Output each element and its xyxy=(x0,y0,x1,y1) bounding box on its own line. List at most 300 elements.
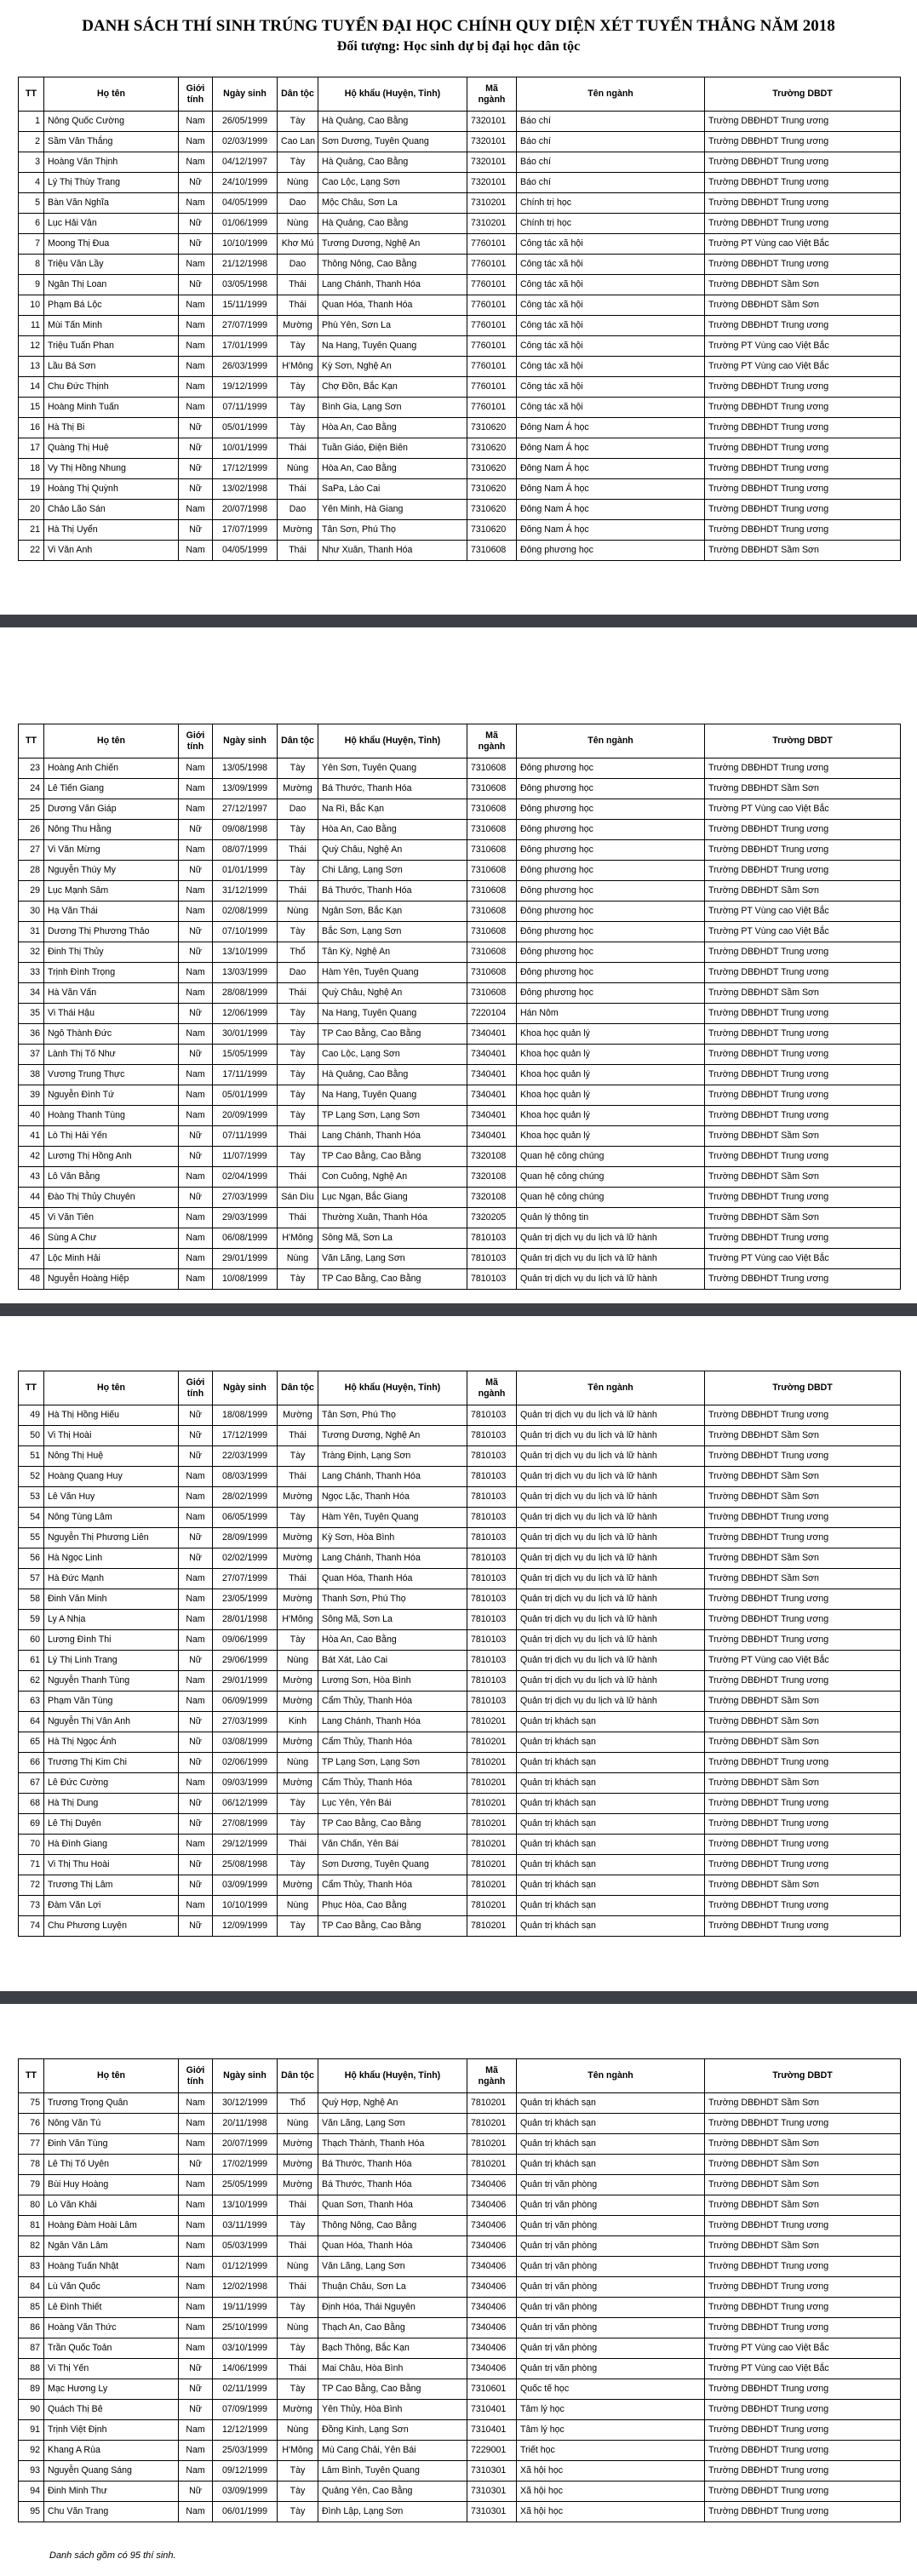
col-ho-khau-cell: Mai Châu, Hòa Bình xyxy=(318,2359,467,2379)
table-row xyxy=(19,1167,901,1188)
col-ngay-sinh-cell: 03/10/1999 xyxy=(213,2338,278,2359)
col-gioi-tinh-cell: Nữ xyxy=(179,1426,213,1446)
col-dan-toc-cell: Tày xyxy=(278,1269,318,1290)
col-ten-nganh-cell: Quản trị dịch vụ du lịch và lữ hành xyxy=(517,1446,705,1467)
col-tt-cell: 92 xyxy=(19,2441,44,2461)
col-gioi-tinh-cell: Nam xyxy=(179,193,213,214)
col-dan-toc-cell: Tày xyxy=(278,1630,318,1651)
col-gioi-tinh-cell: Nam xyxy=(179,377,213,398)
col-ho-ten-cell: Vi Văn Anh xyxy=(44,541,179,561)
table-row xyxy=(19,1045,901,1065)
col-gioi-tinh-cell: Nam xyxy=(179,1896,213,1916)
col-ma-nganh-cell: 7810201 xyxy=(467,1732,517,1753)
table-row xyxy=(19,336,901,357)
col-truong-cell: Trường DBĐHDT Trung ương xyxy=(705,1671,901,1692)
col-ho-ten-cell: Hoàng Quang Huy xyxy=(44,1467,179,1487)
col-ma-nganh-cell: 7310608 xyxy=(467,799,517,820)
table-row xyxy=(19,1508,901,1528)
col-ma-nganh-cell: 7760101 xyxy=(467,336,517,357)
col-truong-cell: Trường DBĐHDT Trung ương xyxy=(705,255,901,275)
col-dan-toc-cell: Tày xyxy=(278,2482,318,2502)
table-row xyxy=(19,2318,901,2338)
col-ho-ten-cell: Lê Đức Cường xyxy=(44,1773,179,1794)
col-dan-toc-cell: Khơ Mú xyxy=(278,234,318,255)
col-dan-toc-cell: Thái xyxy=(278,1208,318,1228)
table-row xyxy=(19,1106,901,1126)
col-ngay-sinh-cell: 03/08/1999 xyxy=(213,1732,278,1753)
col-tt-cell: 9 xyxy=(19,275,44,295)
header-col-ho-khau: Hộ khẩu (Huyện, Tỉnh) xyxy=(318,2059,467,2093)
col-ho-ten-cell: Vi Thị Yến xyxy=(44,2359,179,2379)
col-tt-cell: 65 xyxy=(19,1732,44,1753)
col-tt-cell: 84 xyxy=(19,2277,44,2298)
col-tt-cell: 21 xyxy=(19,520,44,541)
col-truong-cell: Trường DBĐHDT Trung ương xyxy=(705,479,901,500)
col-ten-nganh-cell: Công tác xã hội xyxy=(517,377,705,398)
col-gioi-tinh-cell: Nữ xyxy=(179,2379,213,2400)
col-ma-nganh-cell: 7760101 xyxy=(467,255,517,275)
col-ngay-sinh-cell: 17/12/1999 xyxy=(213,1426,278,1446)
col-ho-khau-cell: Văn Chấn, Yên Bái xyxy=(318,1835,467,1855)
col-ho-ten-cell: Đinh Thị Thủy xyxy=(44,942,179,963)
col-dan-toc-cell: Nùng xyxy=(278,2114,318,2134)
col-ngay-sinh-cell: 04/05/1999 xyxy=(213,193,278,214)
col-gioi-tinh-cell: Nam xyxy=(179,1269,213,1290)
col-ten-nganh-cell: Đông Nam Á học xyxy=(517,459,705,479)
col-truong-cell: Trường DBĐHDT Trung ương xyxy=(705,1528,901,1548)
col-ho-ten-cell: Hoàng Văn Thức xyxy=(44,2318,179,2338)
col-ho-khau-cell: Lương Sơn, Hòa Bình xyxy=(318,1671,467,1692)
table-row xyxy=(19,2195,901,2216)
col-gioi-tinh-cell: Nữ xyxy=(179,275,213,295)
table-row xyxy=(19,2114,901,2134)
col-ten-nganh-cell: Quản trị văn phòng xyxy=(517,2338,705,2359)
col-gioi-tinh-cell: Nam xyxy=(179,2175,213,2195)
col-gioi-tinh-cell: Nam xyxy=(179,1508,213,1528)
col-tt-cell: 78 xyxy=(19,2155,44,2175)
col-ho-khau-cell: Như Xuân, Thanh Hóa xyxy=(318,541,467,561)
col-gioi-tinh-cell: Nam xyxy=(179,2502,213,2522)
col-tt-cell: 86 xyxy=(19,2318,44,2338)
col-gioi-tinh-cell: Nam xyxy=(179,1085,213,1106)
table-row xyxy=(19,1753,901,1773)
col-ten-nganh-cell: Đông phương học xyxy=(517,840,705,861)
col-gioi-tinh-cell: Nữ xyxy=(179,1045,213,1065)
table-row xyxy=(19,173,901,193)
table-row xyxy=(19,942,901,963)
col-ngay-sinh-cell: 05/03/1999 xyxy=(213,2236,278,2257)
col-ho-ten-cell: Nguyễn Đình Tứ xyxy=(44,1085,179,1106)
col-ngay-sinh-cell: 29/01/1999 xyxy=(213,1249,278,1269)
table-row xyxy=(19,799,901,820)
col-ngay-sinh-cell: 17/11/1999 xyxy=(213,1065,278,1085)
table-row xyxy=(19,1228,901,1249)
col-ten-nganh-cell: Khoa học quản lý xyxy=(517,1106,705,1126)
col-truong-cell: Trường DBĐHDT Sầm Sơn xyxy=(705,2195,901,2216)
col-ngay-sinh-cell: 28/09/1999 xyxy=(213,1528,278,1548)
col-ngay-sinh-cell: 25/03/1999 xyxy=(213,2441,278,2461)
col-tt-cell: 5 xyxy=(19,193,44,214)
col-ten-nganh-cell: Xã hội học xyxy=(517,2502,705,2522)
col-ten-nganh-cell: Quản trị dịch vụ du lịch và lữ hành xyxy=(517,1508,705,1528)
col-tt-cell: 73 xyxy=(19,1896,44,1916)
col-tt-cell: 31 xyxy=(19,922,44,942)
col-ma-nganh-cell: 7340406 xyxy=(467,2359,517,2379)
col-dan-toc-cell: Dao xyxy=(278,963,318,983)
col-ngay-sinh-cell: 03/09/1999 xyxy=(213,2482,278,2502)
header-col-tt: TT xyxy=(19,724,44,758)
col-ma-nganh-cell: 7760101 xyxy=(467,234,517,255)
col-ngay-sinh-cell: 06/05/1999 xyxy=(213,1508,278,1528)
header-col-dan-toc: Dân tộc xyxy=(278,724,318,758)
col-ten-nganh-cell: Quản trị dịch vụ du lịch và lữ hành xyxy=(517,1487,705,1508)
col-dan-toc-cell: Thái xyxy=(278,2195,318,2216)
col-gioi-tinh-cell: Nam xyxy=(179,758,213,779)
col-ngay-sinh-cell: 25/05/1999 xyxy=(213,2175,278,2195)
col-ten-nganh-cell: Xã hội học xyxy=(517,2482,705,2502)
col-gioi-tinh-cell: Nữ xyxy=(179,1548,213,1569)
col-tt-cell: 40 xyxy=(19,1106,44,1126)
col-ngay-sinh-cell: 24/10/1999 xyxy=(213,173,278,193)
col-tt-cell: 80 xyxy=(19,2195,44,2216)
col-ngay-sinh-cell: 08/07/1999 xyxy=(213,840,278,861)
col-ten-nganh-cell: Quản trị văn phòng xyxy=(517,2318,705,2338)
col-ho-khau-cell: Bá Thước, Thanh Hóa xyxy=(318,2175,467,2195)
col-dan-toc-cell: Tày xyxy=(278,2461,318,2482)
table-row xyxy=(19,1712,901,1732)
col-ma-nganh-cell: 7810103 xyxy=(467,1426,517,1446)
col-tt-cell: 76 xyxy=(19,2114,44,2134)
col-ten-nganh-cell: Quản trị văn phòng xyxy=(517,2175,705,2195)
col-tt-cell: 70 xyxy=(19,1835,44,1855)
col-truong-cell: Trường DBĐHDT Trung ương xyxy=(705,840,901,861)
col-dan-toc-cell: Dao xyxy=(278,500,318,520)
table-row xyxy=(19,418,901,438)
col-ten-nganh-cell: Chính trị học xyxy=(517,214,705,234)
col-truong-cell: Trường DBĐHDT Trung ương xyxy=(705,2216,901,2236)
col-truong-cell: Trường DBĐHDT Trung ương xyxy=(705,193,901,214)
col-ma-nganh-cell: 7310608 xyxy=(467,963,517,983)
col-ten-nganh-cell: Đông phương học xyxy=(517,799,705,820)
col-tt-cell: 38 xyxy=(19,1065,44,1085)
col-ngay-sinh-cell: 25/10/1999 xyxy=(213,2318,278,2338)
col-gioi-tinh-cell: Nữ xyxy=(179,1004,213,1024)
col-truong-cell: Trường DBĐHDT Trung ương xyxy=(705,1085,901,1106)
col-dan-toc-cell: Tày xyxy=(278,1446,318,1467)
col-ngay-sinh-cell: 20/07/1999 xyxy=(213,2134,278,2155)
page-separator xyxy=(0,1991,917,2004)
col-gioi-tinh-cell: Nam xyxy=(179,1208,213,1228)
col-ho-khau-cell: Thạch An, Cao Bằng xyxy=(318,2318,467,2338)
col-dan-toc-cell: Nùng xyxy=(278,459,318,479)
table-row xyxy=(19,357,901,377)
header-col-dan-toc: Dân tộc xyxy=(278,2059,318,2093)
col-ten-nganh-cell: Triết học xyxy=(517,2441,705,2461)
col-ten-nganh-cell: Quản trị khách sạn xyxy=(517,2093,705,2114)
col-dan-toc-cell: H'Mông xyxy=(278,1228,318,1249)
col-ho-khau-cell: Đồng Kinh, Lạng Sơn xyxy=(318,2420,467,2441)
col-tt-cell: 68 xyxy=(19,1794,44,1814)
col-ngay-sinh-cell: 05/01/1999 xyxy=(213,1085,278,1106)
col-gioi-tinh-cell: Nam xyxy=(179,132,213,152)
col-dan-toc-cell: Mường xyxy=(278,1487,318,1508)
col-gioi-tinh-cell: Nam xyxy=(179,902,213,922)
col-ho-ten-cell: Nông Quốc Cường xyxy=(44,112,179,132)
table-row xyxy=(19,861,901,881)
col-ma-nganh-cell: 7310301 xyxy=(467,2482,517,2502)
col-ho-ten-cell: Lê Tiến Giang xyxy=(44,779,179,799)
col-ten-nganh-cell: Quản trị dịch vụ du lịch và lữ hành xyxy=(517,1528,705,1548)
col-dan-toc-cell: Mường xyxy=(278,316,318,336)
col-ma-nganh-cell: 7340406 xyxy=(467,2257,517,2277)
col-ho-ten-cell: Triệu Văn Lầy xyxy=(44,255,179,275)
col-gioi-tinh-cell: Nam xyxy=(179,1773,213,1794)
col-truong-cell: Trường PT Vùng cao Việt Bắc xyxy=(705,799,901,820)
col-ho-ten-cell: Hoàng Anh Chiến xyxy=(44,758,179,779)
col-gioi-tinh-cell: Nam xyxy=(179,255,213,275)
col-ten-nganh-cell: Đông phương học xyxy=(517,861,705,881)
col-ma-nganh-cell: 7320108 xyxy=(467,1188,517,1208)
col-ho-ten-cell: Mạc Hương Ly xyxy=(44,2379,179,2400)
col-ten-nganh-cell: Khoa học quản lý xyxy=(517,1126,705,1147)
col-ma-nganh-cell: 7810103 xyxy=(467,1269,517,1290)
col-ho-ten-cell: Nguyễn Hoàng Hiệp xyxy=(44,1269,179,1290)
col-tt-cell: 39 xyxy=(19,1085,44,1106)
col-dan-toc-cell: Mường xyxy=(278,779,318,799)
col-dan-toc-cell: Mường xyxy=(278,1875,318,1896)
col-ten-nganh-cell: Tâm lý học xyxy=(517,2400,705,2420)
col-gioi-tinh-cell: Nữ xyxy=(179,1753,213,1773)
col-gioi-tinh-cell: Nữ xyxy=(179,173,213,193)
col-truong-cell: Trường DBĐHDT Sầm Sơn xyxy=(705,1773,901,1794)
table-row xyxy=(19,2134,901,2155)
col-ma-nganh-cell: 7310608 xyxy=(467,541,517,561)
col-gioi-tinh-cell: Nam xyxy=(179,1569,213,1589)
col-tt-cell: 20 xyxy=(19,500,44,520)
table-row xyxy=(19,2093,901,2114)
col-tt-cell: 82 xyxy=(19,2236,44,2257)
col-ngay-sinh-cell: 30/12/1999 xyxy=(213,2093,278,2114)
col-ho-khau-cell: Thạch Thành, Thanh Hóa xyxy=(318,2134,467,2155)
col-ho-khau-cell: Tân Kỳ, Nghệ An xyxy=(318,942,467,963)
col-ho-ten-cell: Moong Thị Đua xyxy=(44,234,179,255)
table-row xyxy=(19,214,901,234)
col-ho-khau-cell: Quỳ Hợp, Nghệ An xyxy=(318,2093,467,2114)
col-ma-nganh-cell: 7310401 xyxy=(467,2400,517,2420)
col-dan-toc-cell: H'Mông xyxy=(278,2441,318,2461)
col-gioi-tinh-cell: Nam xyxy=(179,779,213,799)
col-ten-nganh-cell: Xã hội học xyxy=(517,2461,705,2482)
col-ngay-sinh-cell: 12/02/1998 xyxy=(213,2277,278,2298)
col-tt-cell: 85 xyxy=(19,2298,44,2318)
header-col-ho-khau: Hộ khẩu (Huyện, Tỉnh) xyxy=(318,1371,467,1405)
col-ho-ten-cell: Phạm Bá Lộc xyxy=(44,295,179,316)
col-truong-cell: Trường DBĐHDT Trung ương xyxy=(705,1065,901,1085)
col-tt-cell: 62 xyxy=(19,1671,44,1692)
col-ma-nganh-cell: 7810201 xyxy=(467,1855,517,1875)
col-ho-ten-cell: Sầm Văn Thắng xyxy=(44,132,179,152)
col-tt-cell: 8 xyxy=(19,255,44,275)
col-truong-cell: Trường DBĐHDT Trung ương xyxy=(705,112,901,132)
col-ten-nganh-cell: Khoa học quản lý xyxy=(517,1085,705,1106)
col-ma-nganh-cell: 7810103 xyxy=(467,1610,517,1630)
header-col-gioi-tinh: Giới tính xyxy=(179,724,213,758)
col-dan-toc-cell: Tày xyxy=(278,1085,318,1106)
col-ma-nganh-cell: 7310608 xyxy=(467,758,517,779)
col-gioi-tinh-cell: Nữ xyxy=(179,1875,213,1896)
col-ho-ten-cell: Hà Văn Vấn xyxy=(44,983,179,1004)
col-ho-khau-cell: Hàm Yên, Tuyên Quang xyxy=(318,1508,467,1528)
col-dan-toc-cell: Tày xyxy=(278,2338,318,2359)
col-ngay-sinh-cell: 06/12/1999 xyxy=(213,1794,278,1814)
col-ma-nganh-cell: 7310608 xyxy=(467,942,517,963)
col-gioi-tinh-cell: Nam xyxy=(179,2216,213,2236)
col-ho-ten-cell: Trương Thị Lâm xyxy=(44,1875,179,1896)
header-col-ma-nganh: Mã ngành xyxy=(467,1371,517,1405)
col-ho-khau-cell: Hà Quảng, Cao Bằng xyxy=(318,1065,467,1085)
col-ho-ten-cell: Lầu Bá Sơn xyxy=(44,357,179,377)
col-ho-ten-cell: Lành Thị Tố Như xyxy=(44,1045,179,1065)
col-ten-nganh-cell: Quốc tế học xyxy=(517,2379,705,2400)
col-truong-cell: Trường DBĐHDT Sầm Sơn xyxy=(705,275,901,295)
col-ten-nganh-cell: Công tác xã hội xyxy=(517,336,705,357)
col-ngay-sinh-cell: 06/01/1999 xyxy=(213,2502,278,2522)
col-dan-toc-cell: Thái xyxy=(278,541,318,561)
col-gioi-tinh-cell: Nam xyxy=(179,500,213,520)
col-tt-cell: 60 xyxy=(19,1630,44,1651)
col-ngay-sinh-cell: 05/01/1999 xyxy=(213,418,278,438)
col-ma-nganh-cell: 7310620 xyxy=(467,500,517,520)
col-tt-cell: 13 xyxy=(19,357,44,377)
col-ho-ten-cell: Nông Văn Tú xyxy=(44,2114,179,2134)
table-row xyxy=(19,112,901,132)
col-gioi-tinh-cell: Nữ xyxy=(179,1405,213,1426)
col-tt-cell: 90 xyxy=(19,2400,44,2420)
col-ngay-sinh-cell: 28/08/1999 xyxy=(213,983,278,1004)
table-row xyxy=(19,758,901,779)
col-truong-cell: Trường DBĐHDT Sầm Sơn xyxy=(705,1692,901,1712)
col-tt-cell: 43 xyxy=(19,1167,44,1188)
col-ho-khau-cell: Sông Mã, Sơn La xyxy=(318,1610,467,1630)
col-ma-nganh-cell: 7810103 xyxy=(467,1630,517,1651)
col-tt-cell: 93 xyxy=(19,2461,44,2482)
table-row xyxy=(19,2482,901,2502)
col-dan-toc-cell: Nùng xyxy=(278,173,318,193)
col-ngay-sinh-cell: 15/05/1999 xyxy=(213,1045,278,1065)
col-ho-ten-cell: Vi Thị Hoài xyxy=(44,1426,179,1446)
col-ngay-sinh-cell: 13/05/1998 xyxy=(213,758,278,779)
col-ma-nganh-cell: 7310608 xyxy=(467,881,517,902)
col-ho-khau-cell: Hà Quảng, Cao Bằng xyxy=(318,152,467,173)
col-gioi-tinh-cell: Nam xyxy=(179,1630,213,1651)
col-gioi-tinh-cell: Nam xyxy=(179,541,213,561)
col-ten-nganh-cell: Đông phương học xyxy=(517,942,705,963)
col-ma-nganh-cell: 7760101 xyxy=(467,295,517,316)
col-ho-khau-cell: TP Cao Bằng, Cao Bằng xyxy=(318,1147,467,1167)
table-row xyxy=(19,1855,901,1875)
col-ma-nganh-cell: 7760101 xyxy=(467,316,517,336)
col-tt-cell: 48 xyxy=(19,1269,44,1290)
col-truong-cell: Trường DBĐHDT Sầm Sơn xyxy=(705,1167,901,1188)
table-row xyxy=(19,1773,901,1794)
col-dan-toc-cell: Tày xyxy=(278,1814,318,1835)
col-ngay-sinh-cell: 29/06/1999 xyxy=(213,1651,278,1671)
col-ho-khau-cell: Bá Thước, Thanh Hóa xyxy=(318,2155,467,2175)
col-dan-toc-cell: Tày xyxy=(278,2216,318,2236)
col-ten-nganh-cell: Đông phương học xyxy=(517,902,705,922)
col-ngay-sinh-cell: 27/12/1997 xyxy=(213,799,278,820)
col-truong-cell: Trường DBĐHDT Trung ương xyxy=(705,1446,901,1467)
col-gioi-tinh-cell: Nam xyxy=(179,357,213,377)
col-ten-nganh-cell: Quản trị văn phòng xyxy=(517,2277,705,2298)
col-tt-cell: 79 xyxy=(19,2175,44,2195)
col-truong-cell: Trường DBĐHDT Sầm Sơn xyxy=(705,2155,901,2175)
col-tt-cell: 36 xyxy=(19,1024,44,1045)
col-ho-khau-cell: Bạch Thông, Bắc Kạn xyxy=(318,2338,467,2359)
col-dan-toc-cell: Thái xyxy=(278,1835,318,1855)
col-dan-toc-cell: Dao xyxy=(278,799,318,820)
col-gioi-tinh-cell: Nữ xyxy=(179,520,213,541)
col-ho-khau-cell: Cẩm Thủy, Thanh Hóa xyxy=(318,1875,467,1896)
col-dan-toc-cell: Nùng xyxy=(278,2420,318,2441)
col-tt-cell: 17 xyxy=(19,438,44,459)
col-tt-cell: 49 xyxy=(19,1405,44,1426)
col-ho-ten-cell: Quách Thị Bê xyxy=(44,2400,179,2420)
col-tt-cell: 29 xyxy=(19,881,44,902)
col-truong-cell: Trường DBĐHDT Trung ương xyxy=(705,459,901,479)
col-ten-nganh-cell: Khoa học quản lý xyxy=(517,1065,705,1085)
table-header-row xyxy=(19,2059,901,2093)
header-col-truong: Trường DBDT xyxy=(705,1371,901,1405)
header-col-ho-ten: Họ tên xyxy=(44,724,179,758)
col-ngay-sinh-cell: 02/06/1999 xyxy=(213,1753,278,1773)
col-truong-cell: Trường DBĐHDT Trung ương xyxy=(705,1045,901,1065)
col-ho-khau-cell: Lang Chánh, Thanh Hóa xyxy=(318,1467,467,1487)
col-ten-nganh-cell: Quản trị dịch vụ du lịch và lữ hành xyxy=(517,1405,705,1426)
col-truong-cell: Trường DBĐHDT Trung ương xyxy=(705,1753,901,1773)
table-row xyxy=(19,2216,901,2236)
col-ho-khau-cell: Quảng Yên, Cao Bằng xyxy=(318,2482,467,2502)
col-dan-toc-cell: Tày xyxy=(278,2502,318,2522)
col-dan-toc-cell: Tày xyxy=(278,1024,318,1045)
table-row xyxy=(19,2461,901,2482)
col-ma-nganh-cell: 7310301 xyxy=(467,2461,517,2482)
col-truong-cell: Trường DBĐHDT Trung ương xyxy=(705,963,901,983)
col-ten-nganh-cell: Quản trị dịch vụ du lịch và lữ hành xyxy=(517,1467,705,1487)
col-ngay-sinh-cell: 17/12/1999 xyxy=(213,459,278,479)
col-truong-cell: Trường DBĐHDT Sầm Sơn xyxy=(705,2093,901,2114)
col-gioi-tinh-cell: Nam xyxy=(179,2093,213,2114)
col-ngay-sinh-cell: 26/05/1999 xyxy=(213,112,278,132)
col-truong-cell: Trường DBĐHDT Trung ương xyxy=(705,1004,901,1024)
header-col-gioi-tinh: Giới tính xyxy=(179,77,213,112)
col-ho-ten-cell: Nông Tùng Lâm xyxy=(44,1508,179,1528)
col-ho-khau-cell: Quan Hóa, Thanh Hóa xyxy=(318,1569,467,1589)
col-ho-ten-cell: Lê Thị Tố Uyên xyxy=(44,2155,179,2175)
col-ho-ten-cell: Hà Thị Uyển xyxy=(44,520,179,541)
col-ten-nganh-cell: Báo chí xyxy=(517,173,705,193)
col-ho-khau-cell: Mộc Châu, Sơn La xyxy=(318,193,467,214)
col-ho-ten-cell: Hà Đình Giang xyxy=(44,1835,179,1855)
col-gioi-tinh-cell: Nam xyxy=(179,1467,213,1487)
col-ho-ten-cell: Bàn Văn Nghĩa xyxy=(44,193,179,214)
col-ma-nganh-cell: 7310608 xyxy=(467,983,517,1004)
col-ten-nganh-cell: Khoa học quản lý xyxy=(517,1045,705,1065)
col-ngay-sinh-cell: 06/09/1999 xyxy=(213,1692,278,1712)
table-row xyxy=(19,1875,901,1896)
col-ngay-sinh-cell: 01/12/1999 xyxy=(213,2257,278,2277)
header-col-ho-ten: Họ tên xyxy=(44,2059,179,2093)
